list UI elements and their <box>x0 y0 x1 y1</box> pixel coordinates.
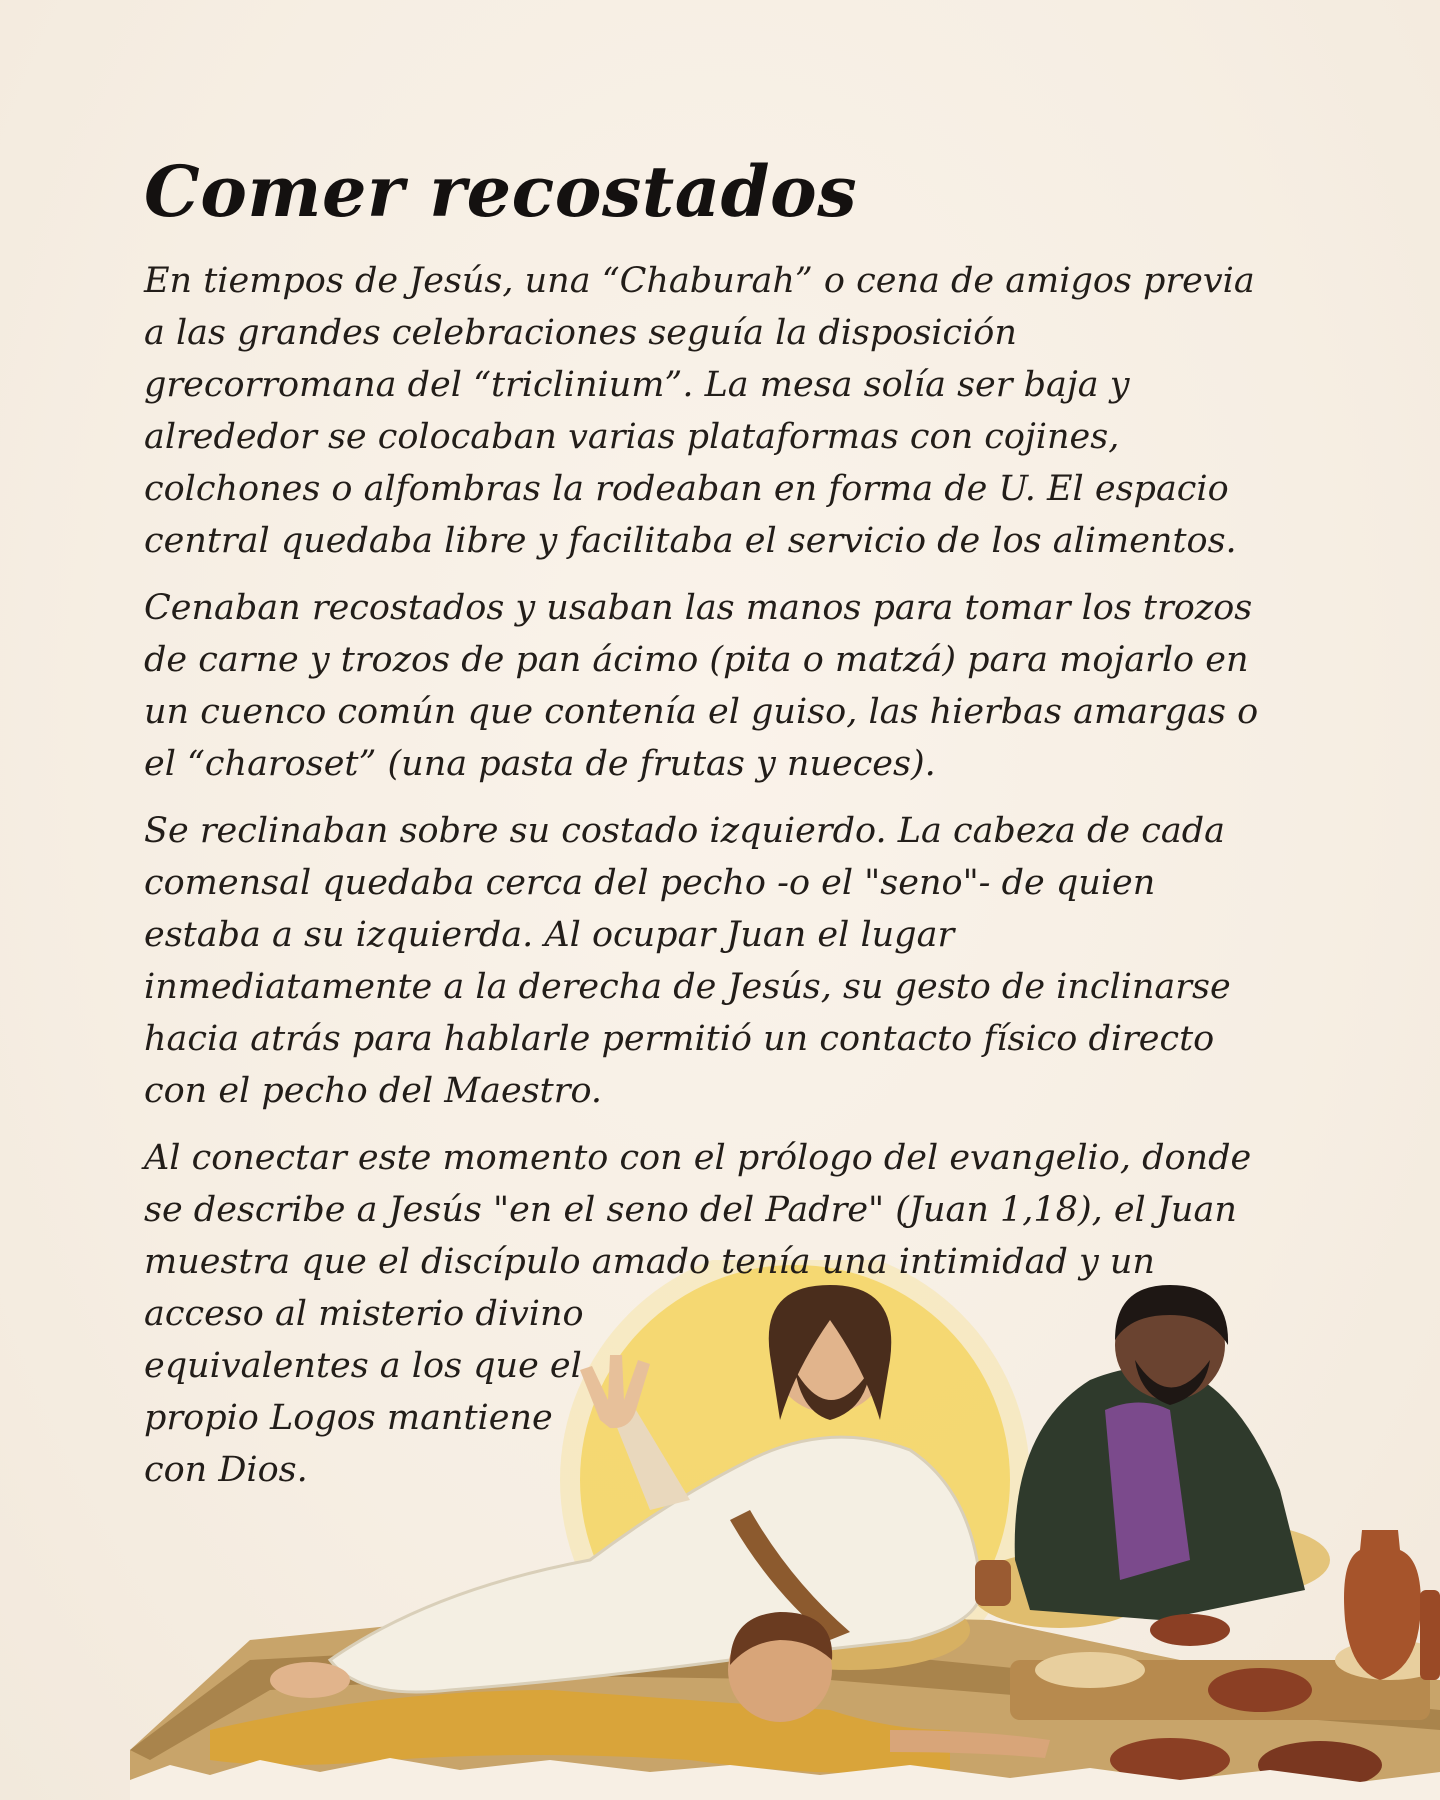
paragraph-line: acceso al misterio divino <box>144 1294 584 1334</box>
paragraph-2 <box>144 582 1258 790</box>
paragraph-line: de carne y trozos de pan ácimo (pita o matzá) para mojarlo en <box>144 640 1249 680</box>
paragraph-line: propio Logos mantiene <box>144 1398 553 1438</box>
paragraph-line: con el pecho del Maestro. <box>144 1071 603 1111</box>
paragraph-line: hacia atrás para hablarle permitió un contacto físico directo <box>144 1019 1215 1059</box>
bottle-icon <box>1420 1590 1440 1680</box>
paragraph-line: comensal quedaba cerca del pecho -o el "seno"- de quien <box>144 863 1156 903</box>
paragraph-line: alrededor se colocaban varias plataformas con cojines, <box>144 417 1120 457</box>
paragraph-line: un cuenco común que contenía el guiso, las hierbas amargas o <box>144 692 1259 732</box>
bowl-icon <box>1208 1668 1312 1712</box>
paragraph-line: con Dios. <box>144 1450 308 1490</box>
paragraph-line: Cenaban recostados y usaban las manos para tomar los trozos <box>144 588 1253 628</box>
paragraph-line: grecorromana del “triclinium”. La mesa solía ser baja y <box>144 365 1130 405</box>
paragraph-line: a las grandes celebraciones seguía la disposición <box>144 313 1017 353</box>
paragraph-line: colchones o alfombras la rodeaban en forma de U. El espacio <box>144 469 1229 509</box>
paragraph-line: En tiempos de Jesús, una “Chaburah” o cena de amigos previa <box>144 261 1255 301</box>
bowl-icon <box>1150 1614 1230 1646</box>
paragraph-line: muestra que el discípulo amado tenía una intimidad y un <box>144 1242 1155 1282</box>
paragraph-line: se describe a Jesús "en el seno del Padre" (Juan 1,18), el Juan <box>144 1190 1237 1230</box>
jesus-foot <box>270 1662 350 1698</box>
paragraph-line: central quedaba libre y facilitaba el servicio de los alimentos. <box>144 521 1237 561</box>
paragraph-line: inmediatamente a la derecha de Jesús, su gesto de inclinarse <box>144 967 1231 1007</box>
paragraph-4 <box>144 1132 1251 1496</box>
paragraph-line: Se reclinaban sobre su costado izquierdo. La cabeza de cada <box>144 811 1225 851</box>
paragraph-line: equivalentes a los que el <box>144 1346 582 1386</box>
bread-icon <box>1035 1652 1145 1688</box>
paragraph-line: el “charoset” (una pasta de frutas y nueces). <box>144 744 936 784</box>
paragraph-3 <box>144 805 1231 1117</box>
paragraph-line: estaba a su izquierda. Al ocupar Juan el lugar <box>144 915 955 955</box>
page-title: Comer recostados <box>144 150 858 233</box>
paragraph-1 <box>144 255 1255 567</box>
paragraph-line: Al conectar este momento con el prólogo del evangelio, donde <box>144 1138 1252 1178</box>
cup-icon <box>975 1560 1011 1606</box>
